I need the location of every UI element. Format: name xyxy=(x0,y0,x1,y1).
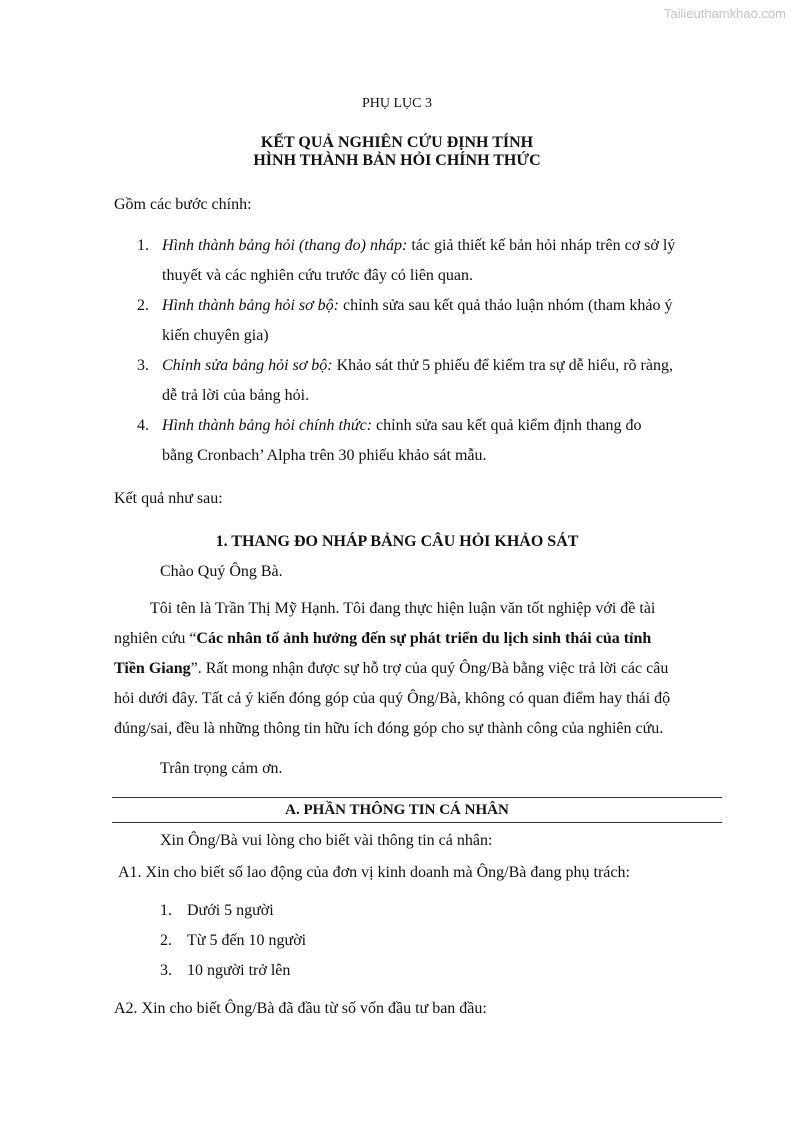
paragraph-line: hỏi dưới đây. Tất cả ý kiến đóng góp của quý Ông/Bà, không có quan điểm hay thái độ xyxy=(114,690,671,707)
section-heading-a: A. PHẦN THÔNG TIN CÁ NHÂN xyxy=(285,802,509,818)
step-continuation: kiến chuyên gia) xyxy=(162,327,269,344)
paragraph-text: ”. Rất mong nhận được sự hỗ trợ của quý Ông/Bà bằng việc trả lời các câu xyxy=(190,660,669,677)
section-rule-bottom xyxy=(112,822,722,823)
intro-text: Gồm các bước chính: xyxy=(114,196,252,213)
step-line xyxy=(162,297,672,315)
paragraph-line: Tôi tên là Trần Thị Mỹ Hạnh. Tôi đang thực hiện luận văn tốt nghiệp với đề tài xyxy=(150,600,656,617)
step-number: 3. xyxy=(137,357,149,374)
step-line xyxy=(162,417,642,435)
option-text: Từ 5 đến 10 người xyxy=(187,932,307,949)
step-number: 4. xyxy=(137,417,149,434)
step-continuation: bằng Cronbach’ Alpha trên 30 phiếu khảo sát mẫu. xyxy=(162,447,487,464)
step-text: chỉnh sửa sau kết quả thảo luận nhóm (tham khảo ý xyxy=(338,297,673,314)
option-text: 10 người trở lên xyxy=(187,962,291,979)
greeting: Chào Quý Ông Bà. xyxy=(160,563,283,580)
section-a-intro: Xin Ông/Bà vui lòng cho biết vài thông tin cá nhân: xyxy=(160,832,493,849)
section-heading-1: 1. THANG ĐO NHÁP BẢNG CÂU HỎI KHẢO SÁT xyxy=(215,533,579,550)
paragraph-line xyxy=(114,660,668,678)
step-label: Hình thành bảng hỏi (thang đo) nháp: xyxy=(162,237,408,254)
paragraph-line: đúng/sai, đều là những thông tin hữu ích đóng góp cho sự thành công của nghiên cứu. xyxy=(114,720,664,737)
paragraph-line xyxy=(114,630,651,648)
page-title-line1: KẾT QUẢ NGHIÊN CỨU ĐỊNH TÍNH xyxy=(260,134,534,151)
research-topic: Các nhân tố ảnh hưởng đến sự phát triển du lịch sinh thái của tỉnh xyxy=(196,630,652,647)
step-line xyxy=(162,357,673,375)
research-topic-end: Tiền Giang xyxy=(114,660,191,677)
question-a2: A2. Xin cho biết Ông/Bà đã đầu từ số vốn đầu tư ban đầu: xyxy=(114,1000,487,1017)
option-number: 1. xyxy=(160,902,172,919)
step-text: chỉnh sửa sau kết quả kiểm định thang đo xyxy=(372,417,642,434)
step-number: 1. xyxy=(137,237,149,254)
step-continuation: thuyết và các nghiên cứu trước đây có liên quan. xyxy=(162,267,474,284)
option-number: 2. xyxy=(160,932,172,949)
step-label: Chỉnh sửa bảng hỏi sơ bộ: xyxy=(162,357,333,374)
step-number: 2. xyxy=(137,297,149,314)
appendix-label: PHỤ LỤC 3 xyxy=(361,96,432,111)
paragraph-text: nghiên cứu “ xyxy=(114,630,197,647)
section-rule-top xyxy=(112,797,722,798)
step-label: Hình thành bảng hỏi sơ bộ: xyxy=(162,297,339,314)
step-text: Khảo sát thử 5 phiếu để kiểm tra sự dễ hiểu, rõ ràng, xyxy=(332,357,673,374)
step-continuation: dễ trả lời của bảng hỏi. xyxy=(162,387,310,404)
result-intro: Kết quả như sau: xyxy=(114,490,223,507)
page-title-line2: HÌNH THÀNH BẢN HỎI CHÍNH THỨC xyxy=(253,152,541,169)
step-label: Hình thành bảng hỏi chính thức: xyxy=(162,417,373,434)
thanks: Trân trọng cảm ơn. xyxy=(160,760,283,777)
question-a1: A1. Xin cho biết số lao động của đơn vị kinh doanh mà Ông/Bà đang phụ trách: xyxy=(118,864,630,881)
step-line xyxy=(162,237,675,255)
option-text: Dưới 5 người xyxy=(187,902,274,919)
watermark: Tailieuthamkhao.com xyxy=(663,6,786,21)
step-text: tác giả thiết kế bản hỏi nháp trên cơ sở lý xyxy=(407,237,676,254)
option-number: 3. xyxy=(160,962,172,979)
